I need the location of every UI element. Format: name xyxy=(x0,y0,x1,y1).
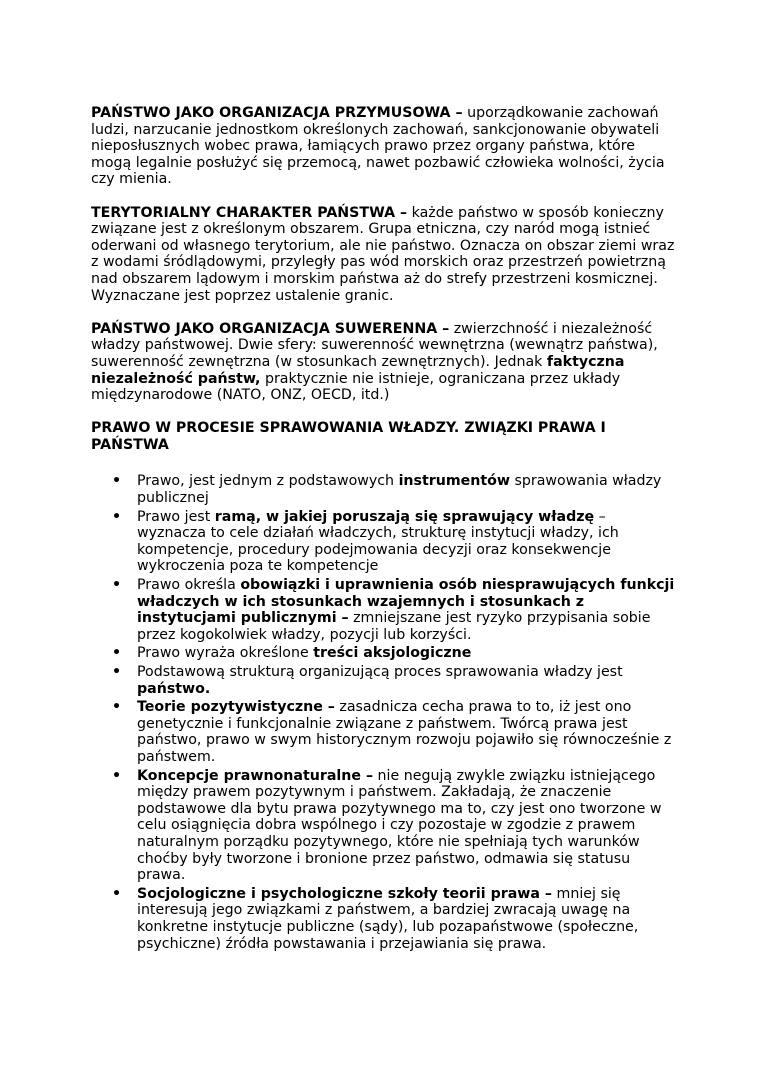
list-item xyxy=(91,577,681,643)
text: nie negują zwykle związku istniejącego xyxy=(373,767,656,784)
bold-text: instrumentów xyxy=(398,473,510,490)
text: władzy państwowej. Dwie sfery: suwerenność wewnętrzna (wewnątrz państwa), xyxy=(91,337,658,354)
text: Wyznaczane jest poprzez ustalenie granic. xyxy=(91,287,394,304)
text: genetycznie i funkcjonalnie związane z państwem. Twórcą prawa jest xyxy=(137,715,628,732)
text: z wodami śródlądowymi, przyległy pas wód morskich oraz przestrzeń powietrzną xyxy=(91,254,666,271)
list-item xyxy=(91,509,681,575)
bold-text: ramą, w jakiej poruszają się sprawujący władzę xyxy=(214,508,595,525)
list-item xyxy=(91,473,681,506)
text: uporządkowanie zachowań xyxy=(462,105,659,121)
text: państwem. xyxy=(137,748,216,765)
bold-text: Koncepcje prawnonaturalne – xyxy=(137,767,374,784)
text: nieposłusznych wobec prawa, łamiących prawo przez organy państwa, które xyxy=(91,138,635,155)
text: suwerenność zewnętrzna (w stosunkach zewnętrznych). Jednak xyxy=(91,353,547,370)
text: – xyxy=(594,508,606,525)
paragraph-terytorialny xyxy=(91,205,681,305)
list-item xyxy=(91,768,681,884)
bullet-icon: • xyxy=(112,767,122,784)
list-item xyxy=(91,699,681,765)
text: mniej się xyxy=(552,885,621,902)
bullet-icon: • xyxy=(112,645,122,662)
paragraph-suwerenna xyxy=(91,321,681,404)
term-heading: PAŃSTWO JAKO ORGANIZACJA PRZYMUSOWA – xyxy=(91,105,463,121)
text: zwierzchność i niezależność xyxy=(449,320,653,337)
bold-text: władczych w ich stosunkach wzajemnych i stosunkach z xyxy=(137,593,585,610)
text: prawa. xyxy=(137,867,186,884)
bold-text: faktyczna xyxy=(546,353,625,370)
bold-text: Teorie pozytywistyczne – xyxy=(137,699,335,716)
bullet-icon: • xyxy=(112,664,122,680)
text: nad obszarem lądowym i morskim państwa aż do strefy przestrzeni kosmicznej. xyxy=(91,270,658,287)
term-heading: PAŃSTWO JAKO ORGANIZACJA SUWERENNA – xyxy=(91,320,450,337)
text: konkretne instytucje publiczne (sądy), lub pozapaństwowe (społeczne, xyxy=(137,918,639,935)
document-page xyxy=(91,105,681,954)
text: między prawem pozytywnym i państwem. Zakładają, że znaczenie xyxy=(137,784,612,801)
text: zasadnicza cecha prawa to to, iż jest ono xyxy=(334,699,632,716)
text: Prawo jest xyxy=(137,508,215,525)
bold-text: instytucjami publicznymi – xyxy=(137,610,349,627)
text: sprawowania władzy xyxy=(510,473,662,490)
text: ludzi, narzucanie jednostkom określonych zachowań, sankcjonowanie obywateli xyxy=(91,121,660,138)
bullet-icon: • xyxy=(112,577,122,594)
text: mogą legalnie posłużyć się przemocą, nawet pozbawić człowieka wolności, życia xyxy=(91,154,665,171)
text: oderwani od własnego terytorium, ale nie państwo. Oznacza on obszar ziemi wraz xyxy=(91,237,675,254)
bullet-icon: • xyxy=(112,508,122,525)
text: podstawowe dla bytu prawa pozytywnego ma to, czy jest ono tworzone w xyxy=(137,800,662,817)
text: publicznej xyxy=(137,490,209,507)
text: Prawo, jest jednym z podstawowych xyxy=(137,473,399,490)
text: Prawo wyraża określone xyxy=(137,645,314,662)
bold-text: niezależność państw, xyxy=(91,370,261,387)
text: wykroczenia poza te kompetencje xyxy=(137,558,379,575)
text: każde państwo w sposób konieczny xyxy=(407,204,664,221)
text: Prawo określa xyxy=(137,577,241,594)
bullet-list xyxy=(91,473,681,952)
text: zmniejszane jest ryzyko przypisania sobie xyxy=(348,610,651,627)
text: związane jest z określonym obszarem. Grupa etniczna, czy naród mogą istnieć xyxy=(91,221,651,238)
bullet-icon: • xyxy=(112,473,122,490)
text: kompetencje, procedury podejmowania decyzji oraz konsekwencje xyxy=(137,541,611,558)
heading-line: PRAWO W PROCESIE SPRAWOWANIA WŁADZY. ZWIĄZKI PRAWA I xyxy=(91,420,606,437)
list-item xyxy=(91,645,681,662)
bold-text: Socjologiczne i psychologiczne szkoły teorii prawa – xyxy=(137,885,553,902)
bold-text: obowiązki i uprawnienia osób niesprawujących funkcji xyxy=(240,577,675,594)
text: interesują jego związkami z państwem, a bardziej zwracają uwagę na xyxy=(137,902,631,919)
text: naturalnym porządku pozytywnego, które nie spełniają tych warunków xyxy=(137,833,640,850)
text: wyznacza to cele działań władczych, strukturę instytucji władzy, ich xyxy=(137,525,619,542)
text: praktycznie nie istnieje, ograniczana przez układy xyxy=(260,370,621,387)
heading-line: PAŃSTWA xyxy=(91,436,169,453)
section-heading xyxy=(91,420,681,453)
bold-text: treści aksjologiczne xyxy=(313,645,472,662)
text: choćby były tworzone i bronione przez państwo, odmawia się statusu xyxy=(137,850,631,867)
text: Podstawową strukturą organizującą proces sprawowania władzy jest xyxy=(137,664,623,680)
text: celu osiągnięcia dobra wspólnego i czy pozostaje w zgodzie z prawem xyxy=(137,817,636,834)
text: czy mienia. xyxy=(91,171,172,188)
bullet-icon: • xyxy=(112,885,122,902)
list-item xyxy=(91,886,681,952)
paragraph-przymusowa xyxy=(91,105,681,188)
text: psychiczne) źródła powstawania i przejawiania się prawa. xyxy=(137,935,547,952)
text: państwo, prawo w swym historycznym rozwoju pojawiło się równocześnie z xyxy=(137,732,672,749)
term-heading: TERYTORIALNY CHARAKTER PAŃSTWA – xyxy=(91,204,408,221)
text: międzynarodowe (NATO, ONZ, OECD, itd.) xyxy=(91,387,390,404)
list-item xyxy=(91,664,681,697)
text: przez kogokolwiek władzy, pozycji lub korzyści. xyxy=(137,626,472,643)
bullet-icon: • xyxy=(112,699,122,716)
bold-text: państwo. xyxy=(137,680,211,697)
